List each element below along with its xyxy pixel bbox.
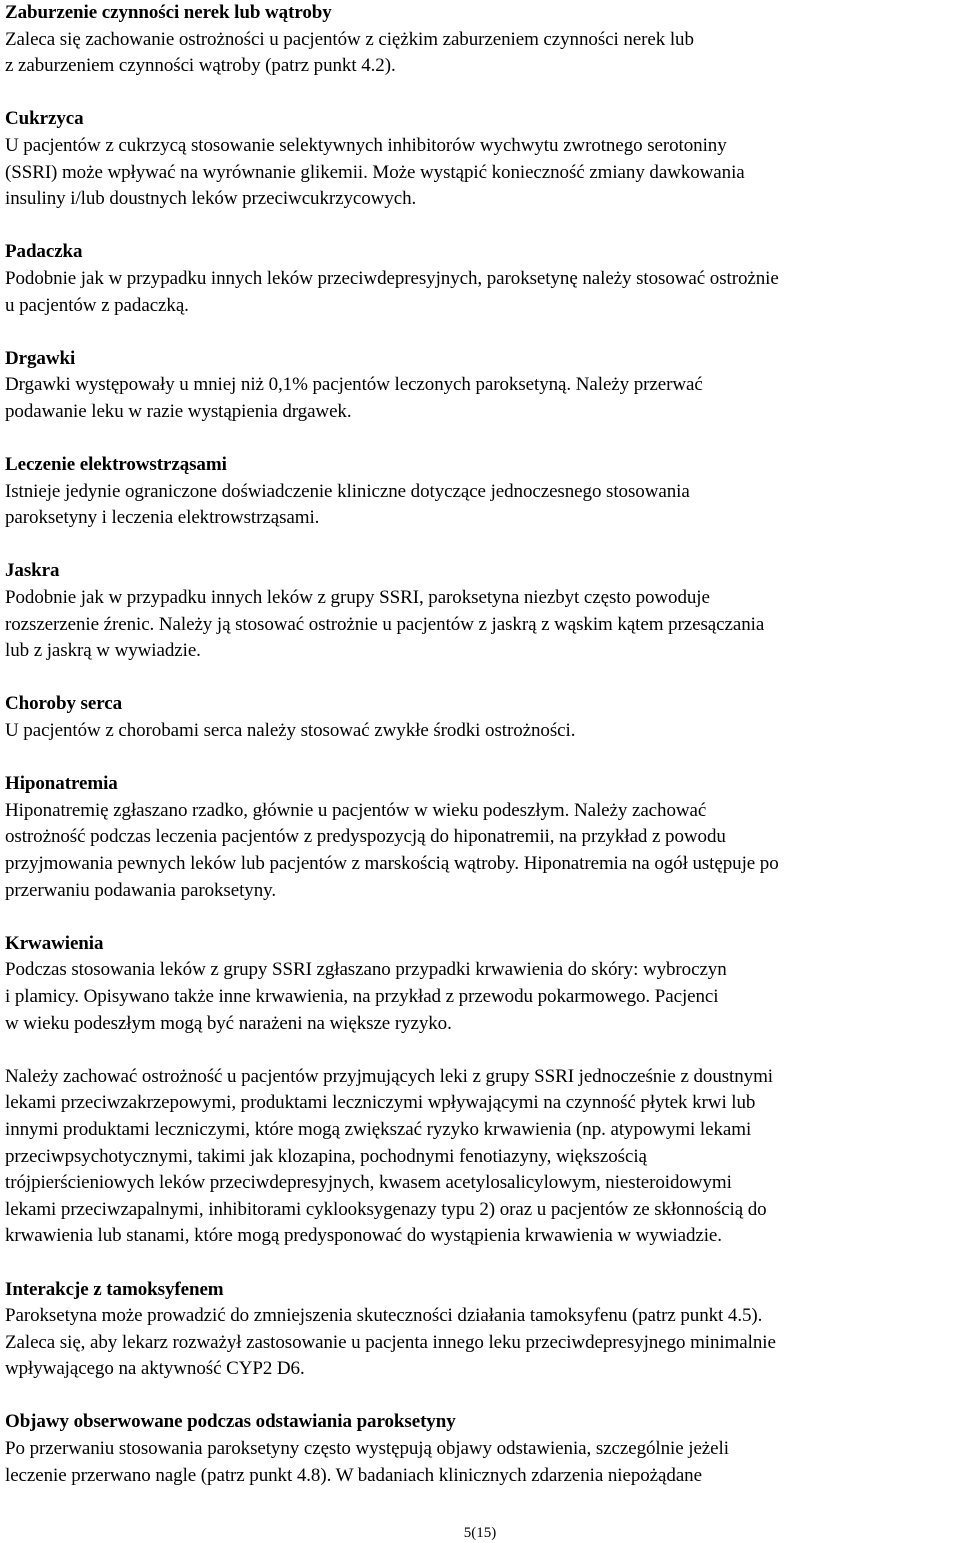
paragraph bbox=[5, 798, 960, 904]
text-line: Podobnie jak w przypadku innych leków z grupy SSRI, paroksetyna niezbyt często powoduje bbox=[5, 587, 710, 609]
section bbox=[5, 0, 960, 80]
section-heading: Leczenie elektrowstrząsami bbox=[5, 454, 227, 476]
text-line: przeciwpsychotycznymi, takimi jak klozapina, pochodnymi fenotiazyny, większością bbox=[5, 1145, 647, 1167]
text-line: ostrożność podczas leczenia pacjentów z predyspozycją do hiponatremii, na przykład z powodu bbox=[5, 826, 726, 848]
paragraph bbox=[5, 957, 960, 1037]
text-line: Po przerwaniu stosowania paroksetyny często występują objawy odstawienia, szczególnie jeżeli bbox=[5, 1438, 729, 1460]
text-line: Należy zachować ostrożność u pacjentów przyjmujących leki z grupy SSRI jednocześnie z doustnymi bbox=[5, 1065, 773, 1087]
text-line: paroksetyny i leczenia elektrowstrząsami. bbox=[5, 507, 320, 529]
section-heading: Hiponatremia bbox=[5, 773, 118, 795]
text-line: leczenie przerwano nagle (patrz punkt 4.8). W badaniach klinicznych zdarzenia niepożądane bbox=[5, 1464, 702, 1486]
text-line: trójpierścieniowych leków przeciwdepresyjnych, kwasem acetylosalicylowym, niesteroidowymi bbox=[5, 1172, 732, 1194]
paragraph bbox=[5, 479, 960, 532]
text-line: lekami przeciwzakrzepowymi, produktami leczniczymi wpływającymi na czynność płytek krwi lub bbox=[5, 1092, 756, 1114]
page-number: 5(15) bbox=[463, 1525, 497, 1541]
section bbox=[5, 771, 960, 904]
paragraph bbox=[5, 585, 960, 665]
section-heading: Objawy obserwowane podczas odstawiania paroksetyny bbox=[5, 1411, 456, 1433]
paragraph bbox=[5, 1436, 960, 1489]
text-line: Drgawki występowały u mniej niż 0,1% pacjentów leczonych paroksetyną. Należy przerwać bbox=[5, 374, 703, 396]
section-heading: Krwawienia bbox=[5, 932, 104, 954]
text-line: U pacjentów z chorobami serca należy stosować zwykłe środki ostrożności. bbox=[5, 720, 576, 742]
section-heading: Drgawki bbox=[5, 347, 76, 369]
text-line: przyjmowania pewnych leków lub pacjentów z marskością wątroby. Hiponatremia na ogół ustępuje po bbox=[5, 853, 779, 874]
paragraph bbox=[5, 1064, 960, 1250]
text-line: (SSRI) może wpływać na wyrównanie glikemii. Może wystąpić konieczność zmiany dawkowania bbox=[5, 161, 745, 183]
paragraph bbox=[5, 718, 960, 745]
text-line: w wieku podeszłym mogą być narażeni na większe ryzyko. bbox=[5, 1012, 452, 1034]
text-line: Podobnie jak w przypadku innych leków przeciwdepresyjnych, paroksetynę należy stosować ostrożnie bbox=[5, 267, 779, 289]
section bbox=[5, 1409, 960, 1489]
text-line: lekami przeciwzapalnymi, inhibitorami cyklooksygenazy typu 2) oraz u pacjentów ze skłonnością do bbox=[5, 1198, 767, 1220]
section bbox=[5, 1277, 960, 1383]
text-line: krwawienia lub stanami, które mogą predysponować do wystąpienia krwawienia w wywiadzie. bbox=[5, 1225, 722, 1247]
text-line: Hiponatremię zgłaszano rzadko, głównie u pacjentów w wieku podeszłym. Należy zachować bbox=[5, 799, 707, 821]
text-line: Zaleca się, aby lekarz rozważył zastosowanie u pacjenta innego leku przeciwdepresyjnego minimalnie bbox=[5, 1331, 776, 1353]
text-line: U pacjentów z cukrzycą stosowanie selektywnych inhibitorów wychwytu zwrotnego serotoniny bbox=[5, 134, 727, 156]
section bbox=[5, 558, 960, 664]
text-line: u pacjentów z padaczką. bbox=[5, 294, 189, 316]
text-line: podawanie leku w razie wystąpienia drgawek. bbox=[5, 400, 352, 422]
paragraph bbox=[5, 266, 960, 319]
section bbox=[5, 239, 960, 319]
text-line: innymi produktami leczniczymi, które mogą zwiększać ryzyko krwawienia (np. atypowymi lekami bbox=[5, 1118, 752, 1140]
paragraph bbox=[5, 1303, 960, 1383]
section-heading: Zaburzenie czynności nerek lub wątroby bbox=[5, 2, 332, 23]
section-heading: Padaczka bbox=[5, 241, 83, 263]
text-line: lub z jaskrą w wywiadzie. bbox=[5, 640, 201, 662]
text-line: Istnieje jedynie ograniczone doświadczenie kliniczne dotyczące jednoczesnego stosowania bbox=[5, 480, 690, 502]
document-body bbox=[5, 0, 960, 1489]
text-line: z zaburzeniem czynności wątroby (patrz punkt 4.2). bbox=[5, 55, 396, 77]
text-line: Podczas stosowania leków z grupy SSRI zgłaszano przypadki krwawienia do skóry: wybroczyn bbox=[5, 959, 727, 981]
text-line: Zaleca się zachowanie ostrożności u pacjentów z ciężkim zaburzeniem czynności nerek lub bbox=[5, 28, 694, 50]
section bbox=[5, 931, 960, 1250]
section bbox=[5, 346, 960, 426]
section-heading: Jaskra bbox=[5, 560, 60, 582]
text-line: insuliny i/lub doustnych leków przeciwcukrzycowych. bbox=[5, 188, 417, 210]
text-line: Paroksetyna może prowadzić do zmniejszenia skuteczności działania tamoksyfenu (patrz punkt 4.5). bbox=[5, 1305, 763, 1327]
text-line: wpływającego na aktywność CYP2 D6. bbox=[5, 1358, 305, 1380]
section-heading: Choroby serca bbox=[5, 693, 123, 715]
paragraph bbox=[5, 27, 960, 80]
paragraph bbox=[5, 372, 960, 425]
section bbox=[5, 691, 960, 744]
text-line: przerwaniu podawania paroksetyny. bbox=[5, 879, 276, 901]
text-line: rozszerzenie źrenic. Należy ją stosować ostrożnie u pacjentów z jaskrą z wąskim kątem przesączania bbox=[5, 613, 765, 635]
paragraph bbox=[5, 133, 960, 213]
section bbox=[5, 452, 960, 532]
section bbox=[5, 106, 960, 212]
section-heading: Interakcje z tamoksyfenem bbox=[5, 1278, 224, 1300]
text-line: i plamicy. Opisywano także inne krwawienia, na przykład z przewodu pokarmowego. Pacjenci bbox=[5, 985, 719, 1007]
section-heading: Cukrzyca bbox=[5, 108, 84, 130]
